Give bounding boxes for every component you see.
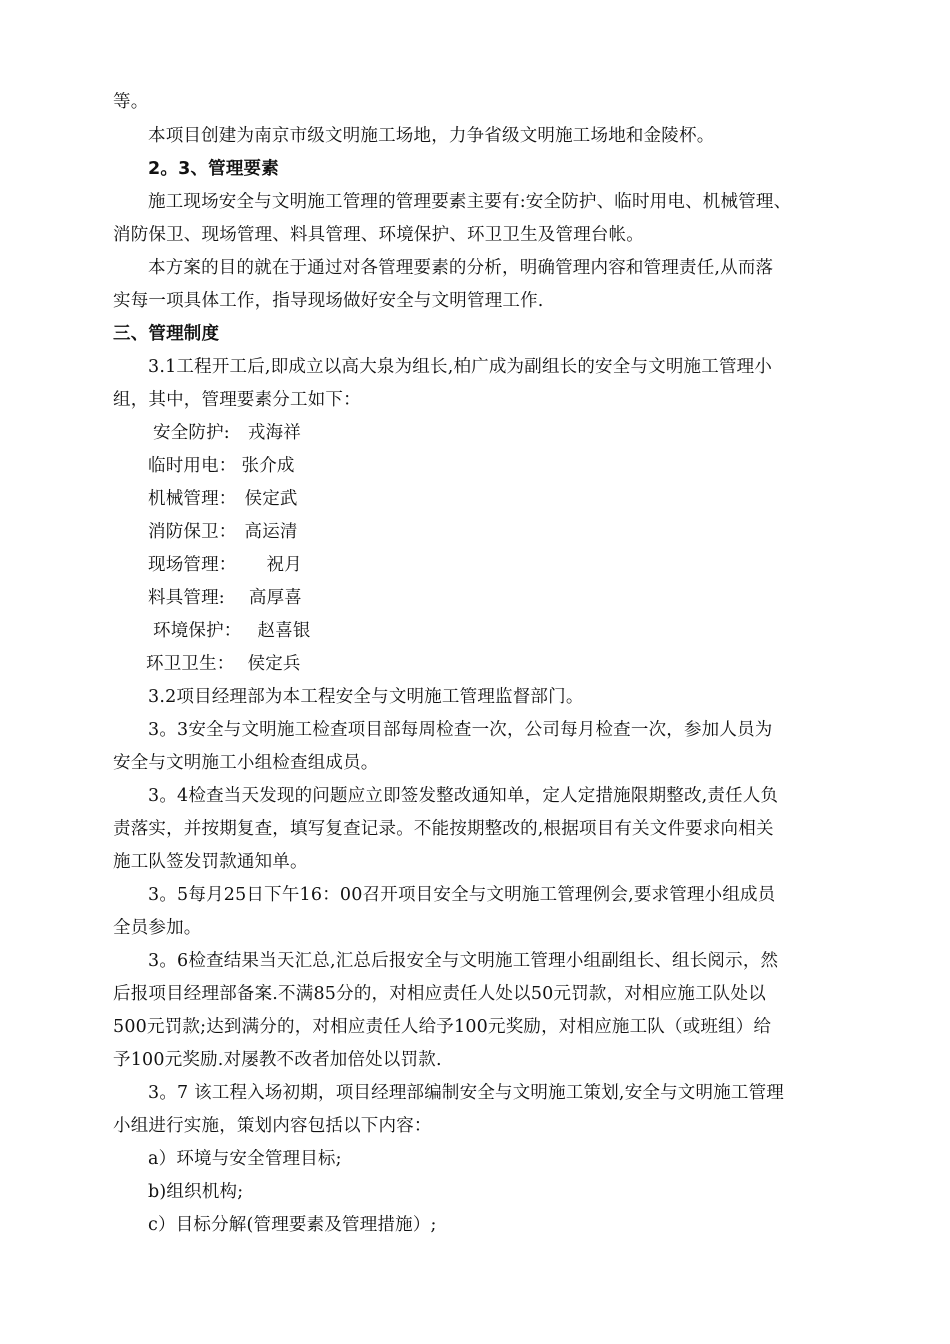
section-heading-management-elements: 2。3、管理要素: [148, 159, 279, 179]
paragraph-tail: 等。: [113, 92, 149, 112]
assignment-role: 机械管理：: [148, 489, 237, 509]
paragraph-elements-line-2: 消防保卫、现场管理、料具管理、环境保护、环卫卫生及管理台帐。: [113, 225, 644, 245]
assignment-role: 消防保卫：: [148, 522, 237, 542]
clause-3-4-line-2: 责落实，并按期复查，填写复查记录。不能按期整改的,根据项目有关文件要求向相关: [113, 819, 774, 839]
list-item: b)组织机构;: [148, 1182, 244, 1202]
assignment-person: 侯定武: [244, 489, 298, 509]
clause-3-4-line-1: 3。4检查当天发现的问题应立即签发整改通知单，定人定措施限期整改,责任人负: [148, 786, 779, 806]
assignment-role: 临时用电：: [148, 456, 237, 476]
paragraph-purpose-line-2: 实每一项具体工作，指导现场做好安全与文明管理工作.: [113, 291, 544, 311]
assignment-person: 戎海祥: [247, 423, 302, 443]
clause-3-3-line-2: 安全与文明施工小组检查组成员。: [113, 753, 379, 773]
clause-3-5-line-2: 全员参加。: [113, 918, 202, 938]
assignment-row: [146, 652, 301, 676]
assignment-person: 侯定兵: [247, 654, 301, 674]
clause-3-6-line-1: 3。6检查结果当天汇总,汇总后报安全与文明施工管理小组副组长、组长阅示，然: [148, 951, 779, 971]
list-item: a）环境与安全管理目标;: [148, 1149, 342, 1169]
clause-3-2: 3.2项目经理部为本工程安全与文明施工管理监督部门。: [148, 687, 584, 707]
assignment-role: 环卫卫生：: [146, 654, 235, 674]
paragraph-elements-line-1: 施工现场安全与文明施工管理的管理要素主要有:安全防护、临时用电、机械管理、: [148, 192, 792, 212]
paragraph-project-goal: 本项目创建为南京市级文明施工场地，力争省级文明施工场地和金陵杯。: [148, 126, 715, 146]
assignment-role: 安全防护:: [153, 423, 230, 443]
assignment-role: 现场管理：: [148, 555, 237, 575]
clause-3-1-line-2: 组，其中，管理要素分工如下：: [113, 390, 361, 410]
clause-3-3-line-1: 3。3安全与文明施工检查项目部每周检查一次，公司每月检查一次，参加人员为: [148, 720, 773, 740]
paragraph-purpose-line-1: 本方案的目的就在于通过对各管理要素的分析，明确管理内容和管理责任,从而落: [148, 258, 774, 278]
assignment-role: 料具管理:: [148, 588, 225, 608]
assignment-person: 高运清: [244, 522, 298, 542]
clause-3-6-line-3: 500元罚款;达到满分的，对相应责任人给予100元奖励，对相应施工队（或班组）给: [113, 1017, 772, 1037]
clause-3-5-line-1: 3。5每月25日下午16：00召开项目安全与文明施工管理例会,要求管理小组成员: [148, 885, 776, 905]
assignment-row: [148, 586, 302, 610]
assignment-person: 张介成: [241, 456, 295, 476]
assignment-person: 祝月: [266, 555, 302, 575]
assignment-row: [153, 619, 311, 643]
assignment-row: [148, 454, 295, 478]
clause-3-6-line-2: 后报项目经理部备案.不满85分的，对相应责任人处以50元罚款，对相应施工队处以: [113, 984, 766, 1004]
chapter-heading-management-system: 三、管理制度: [113, 324, 220, 344]
assignment-role: 环境保护：: [153, 621, 242, 641]
assignment-person: 赵喜银: [257, 621, 311, 641]
clause-3-6-line-4: 予100元奖励.对屡教不改者加倍处以罚款.: [113, 1050, 442, 1070]
assignment-person: 高厚喜: [248, 588, 303, 608]
list-item: c）目标分解(管理要素及管理措施）;: [148, 1215, 437, 1235]
clause-3-1-line-1: 3.1工程开工后,即成立以高大泉为组长,柏广成为副组长的安全与文明施工管理小: [148, 357, 773, 377]
clause-3-7-line-1: 3。7 该工程入场初期，项目经理部编制安全与文明施工策划,安全与文明施工管理: [148, 1083, 784, 1103]
clause-3-4-line-3: 施工队签发罚款通知单。: [113, 852, 308, 872]
assignment-row: [148, 553, 302, 577]
assignment-row: [148, 520, 298, 544]
assignment-row: [148, 487, 298, 511]
clause-3-7-line-2: 小组进行实施，策划内容包括以下内容：: [113, 1116, 432, 1136]
assignment-row: [153, 421, 301, 445]
